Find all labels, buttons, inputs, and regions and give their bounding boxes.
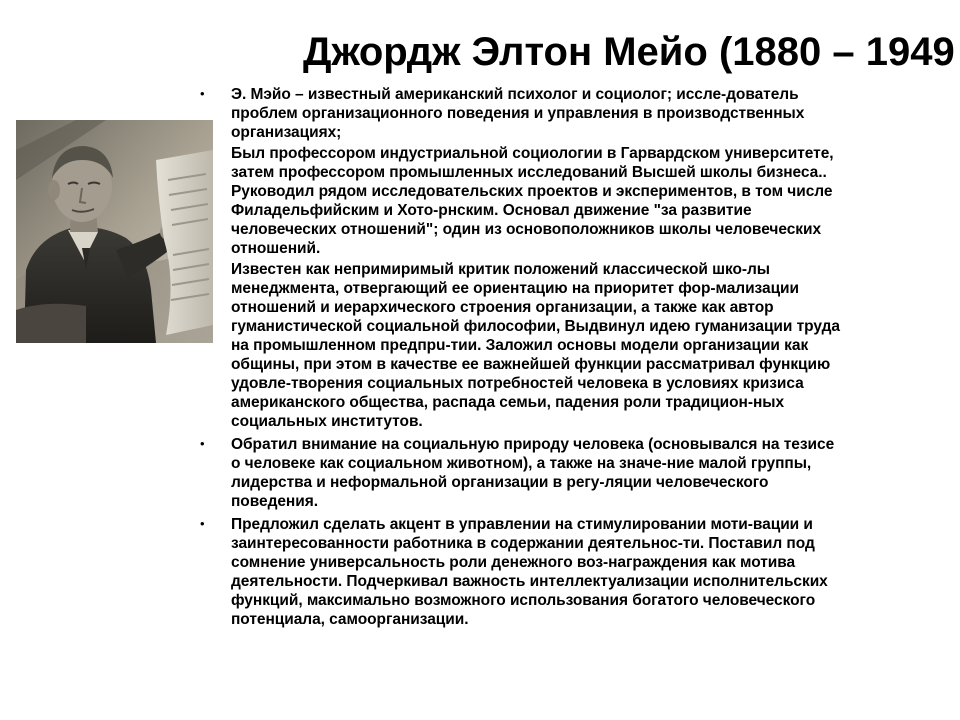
- bullet-list: [196, 85, 960, 633]
- list-item: [196, 515, 960, 629]
- list-item: [196, 144, 960, 258]
- man-reading-newspaper-photo-icon: [16, 120, 213, 343]
- slide-title: Джордж Элтон Мейо (1880 – 1949: [303, 30, 955, 74]
- bullet-text: Был профессором индустриальной социологии в Гарвардском университете, затем профессором промышленных исследований Высшей школы бизнеса.. Руководил рядом исследовательских проектов и экспериментов, в том числе Филадельфийским и Хото-рнским. Основал движение "за развитие человеческих отношений"; один из основоположников школы человеческих отношений.: [231, 145, 834, 257]
- list-item: [196, 260, 960, 431]
- bullet-dot: •: [200, 516, 205, 531]
- bullet-dot: •: [200, 436, 205, 451]
- list-item: [196, 85, 960, 142]
- bullet-text: Известен как непримиримый критик положений классической шко-лы менеджмента, отвергающий ее ориентацию на приоритет фор-мализации отношений и иерархического строения организации, а также как автор гуманистической социальной философии, Выдвинул идею гуманизации труда на промышленном предпрu-тии. Заложил основы модели организации как общины, при этом в качестве ее важнейшей функции рассматривал функцию удовле-творения социальных потребностей человека в условиях кризиса американского общества, распада семьи, падения роли традицион-ных социальных институтов.: [231, 261, 840, 430]
- list-item: [196, 435, 960, 511]
- portrait-photo: [16, 120, 213, 343]
- bullet-text: Предложил сделать акцент в управлении на стимулировании моти-вации и заинтересованности работника в содержании деятельнос-ти. Поставил под сомнение универсальность роли денежного воз-награждения как мотива деятельности. Подчеркивал важность интеллектуализации исполнительских функций, максимально возможного использования богатого человеческого потенциала, самоорганизации.: [231, 516, 828, 628]
- bullet-text: Э. Мэйо – известный американский психолог и социолог; иссле-дователь проблем организационного поведения и управления в производственных организациях;: [231, 86, 805, 141]
- bullet-dot: •: [200, 86, 205, 101]
- bullet-text: Обратил внимание на социальную природу человека (основывался на тезисе о человеке как социальном животном), а также на значе-ние малой группы, лидерства и неформальной организации в регу-ляции человеческого поведения.: [231, 436, 835, 510]
